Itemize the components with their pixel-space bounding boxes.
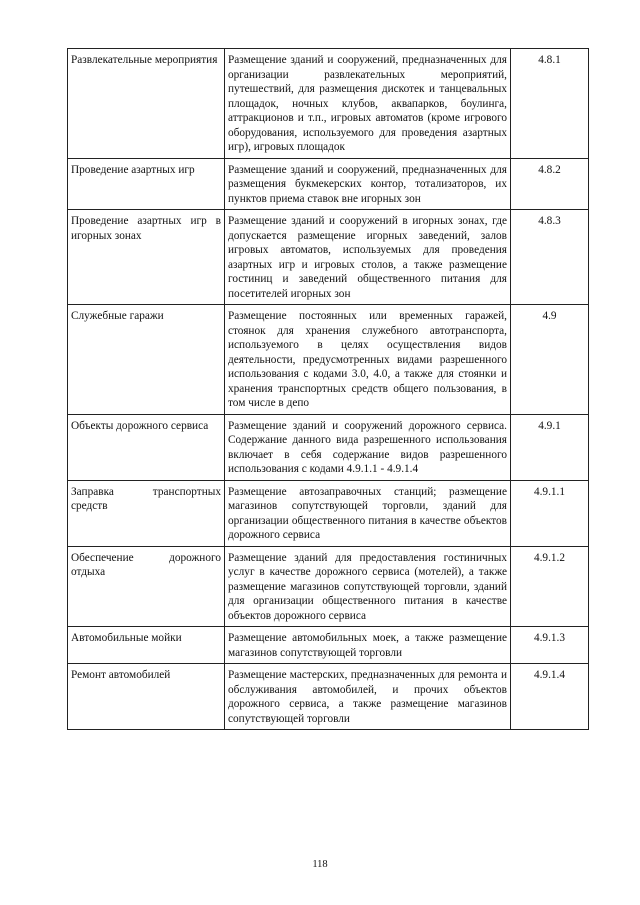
use-name-cell: Обеспечение дорожного отдыха: [68, 546, 225, 627]
use-description-cell: Размещение автозаправочных станций; размещение магазинов сопутствующей торговли, зданий для организации общественного питания в качестве объектов дорожного сервиса: [225, 480, 511, 546]
use-name-cell: Заправка транспортных средств: [68, 480, 225, 546]
use-code-cell: 4.8.3: [511, 210, 589, 305]
table-row: [68, 480, 589, 546]
use-code-cell: 4.9: [511, 305, 589, 415]
table-row: [68, 664, 589, 730]
table-row: [68, 546, 589, 627]
page-number: 118: [312, 859, 328, 870]
use-code-cell: 4.8.2: [511, 158, 589, 210]
use-code-cell: 4.9.1: [511, 414, 589, 480]
use-name-cell: Развлекательные мероприятия: [68, 49, 225, 159]
use-description-cell: Размещение зданий и сооружений дорожного сервиса. Содержание данного вида разрешенного использования включает в себя содержание видов разрешенного использования с кодами 4.9.1.1 - 4.9.1.4: [225, 414, 511, 480]
use-name-cell: Автомобильные мойки: [68, 627, 225, 664]
use-code-cell: 4.9.1.3: [511, 627, 589, 664]
use-name-cell: Объекты дорожного сервиса: [68, 414, 225, 480]
table-row: [68, 627, 589, 664]
use-code-cell: 4.9.1.2: [511, 546, 589, 627]
use-name-cell: Проведение азартных игр в игорных зонах: [68, 210, 225, 305]
use-code-cell: 4.9.1.4: [511, 664, 589, 730]
table-row: [68, 49, 589, 159]
use-code-cell: 4.9.1.1: [511, 480, 589, 546]
use-description-cell: Размещение зданий и сооружений, предназначенных для размещения букмекерских контор, тотализаторов, их пунктов приема ставок вне игорных зон: [225, 158, 511, 210]
table-row: [68, 210, 589, 305]
use-name-cell: Ремонт автомобилей: [68, 664, 225, 730]
table-row: [68, 305, 589, 415]
use-code-cell: 4.8.1: [511, 49, 589, 159]
use-description-cell: Размещение зданий и сооружений, предназначенных для организации развлекательных мероприятий, путешествий, для размещения дискотек и танцевальных площадок, ночных клубов, аквапарков, боулинга, аттракционов и т.п., игровых автоматов (кроме игрового оборудования, используемого для проведения азартных игр), игровых площадок: [225, 49, 511, 159]
use-description-cell: Размещение постоянных или временных гаражей, стоянок для хранения служебного автотранспорта, используемого в целях осуществления видов деятельности, предусмотренных видами разрешенного использования с кодами 3.0, 4.0, а также для стоянки и хранения транспортных средств общего пользования, в том числе в депо: [225, 305, 511, 415]
use-name-cell: Служебные гаражи: [68, 305, 225, 415]
land-use-table: [67, 48, 589, 730]
use-name-cell: Проведение азартных игр: [68, 158, 225, 210]
use-description-cell: Размещение зданий для предоставления гостиничных услуг в качестве дорожного сервиса (мотелей), а также размещение магазинов сопутствующей торговли, зданий для организации общественного питания в качестве объектов дорожного сервиса: [225, 546, 511, 627]
table-row: [68, 414, 589, 480]
use-description-cell: Размещение мастерских, предназначенных для ремонта и обслуживания автомобилей, и прочих объектов дорожного сервиса, а также размещение магазинов сопутствующей торговли: [225, 664, 511, 730]
use-description-cell: Размещение автомобильных моек, а также размещение магазинов сопутствующей торговли: [225, 627, 511, 664]
use-description-cell: Размещение зданий и сооружений в игорных зонах, где допускается размещение игорных заведений, залов игровых автоматов, используемых для проведения азартных игр и игровых столов, а также размещение гостиниц и заведений общественного питания для посетителей игорных зон: [225, 210, 511, 305]
table-row: [68, 158, 589, 210]
